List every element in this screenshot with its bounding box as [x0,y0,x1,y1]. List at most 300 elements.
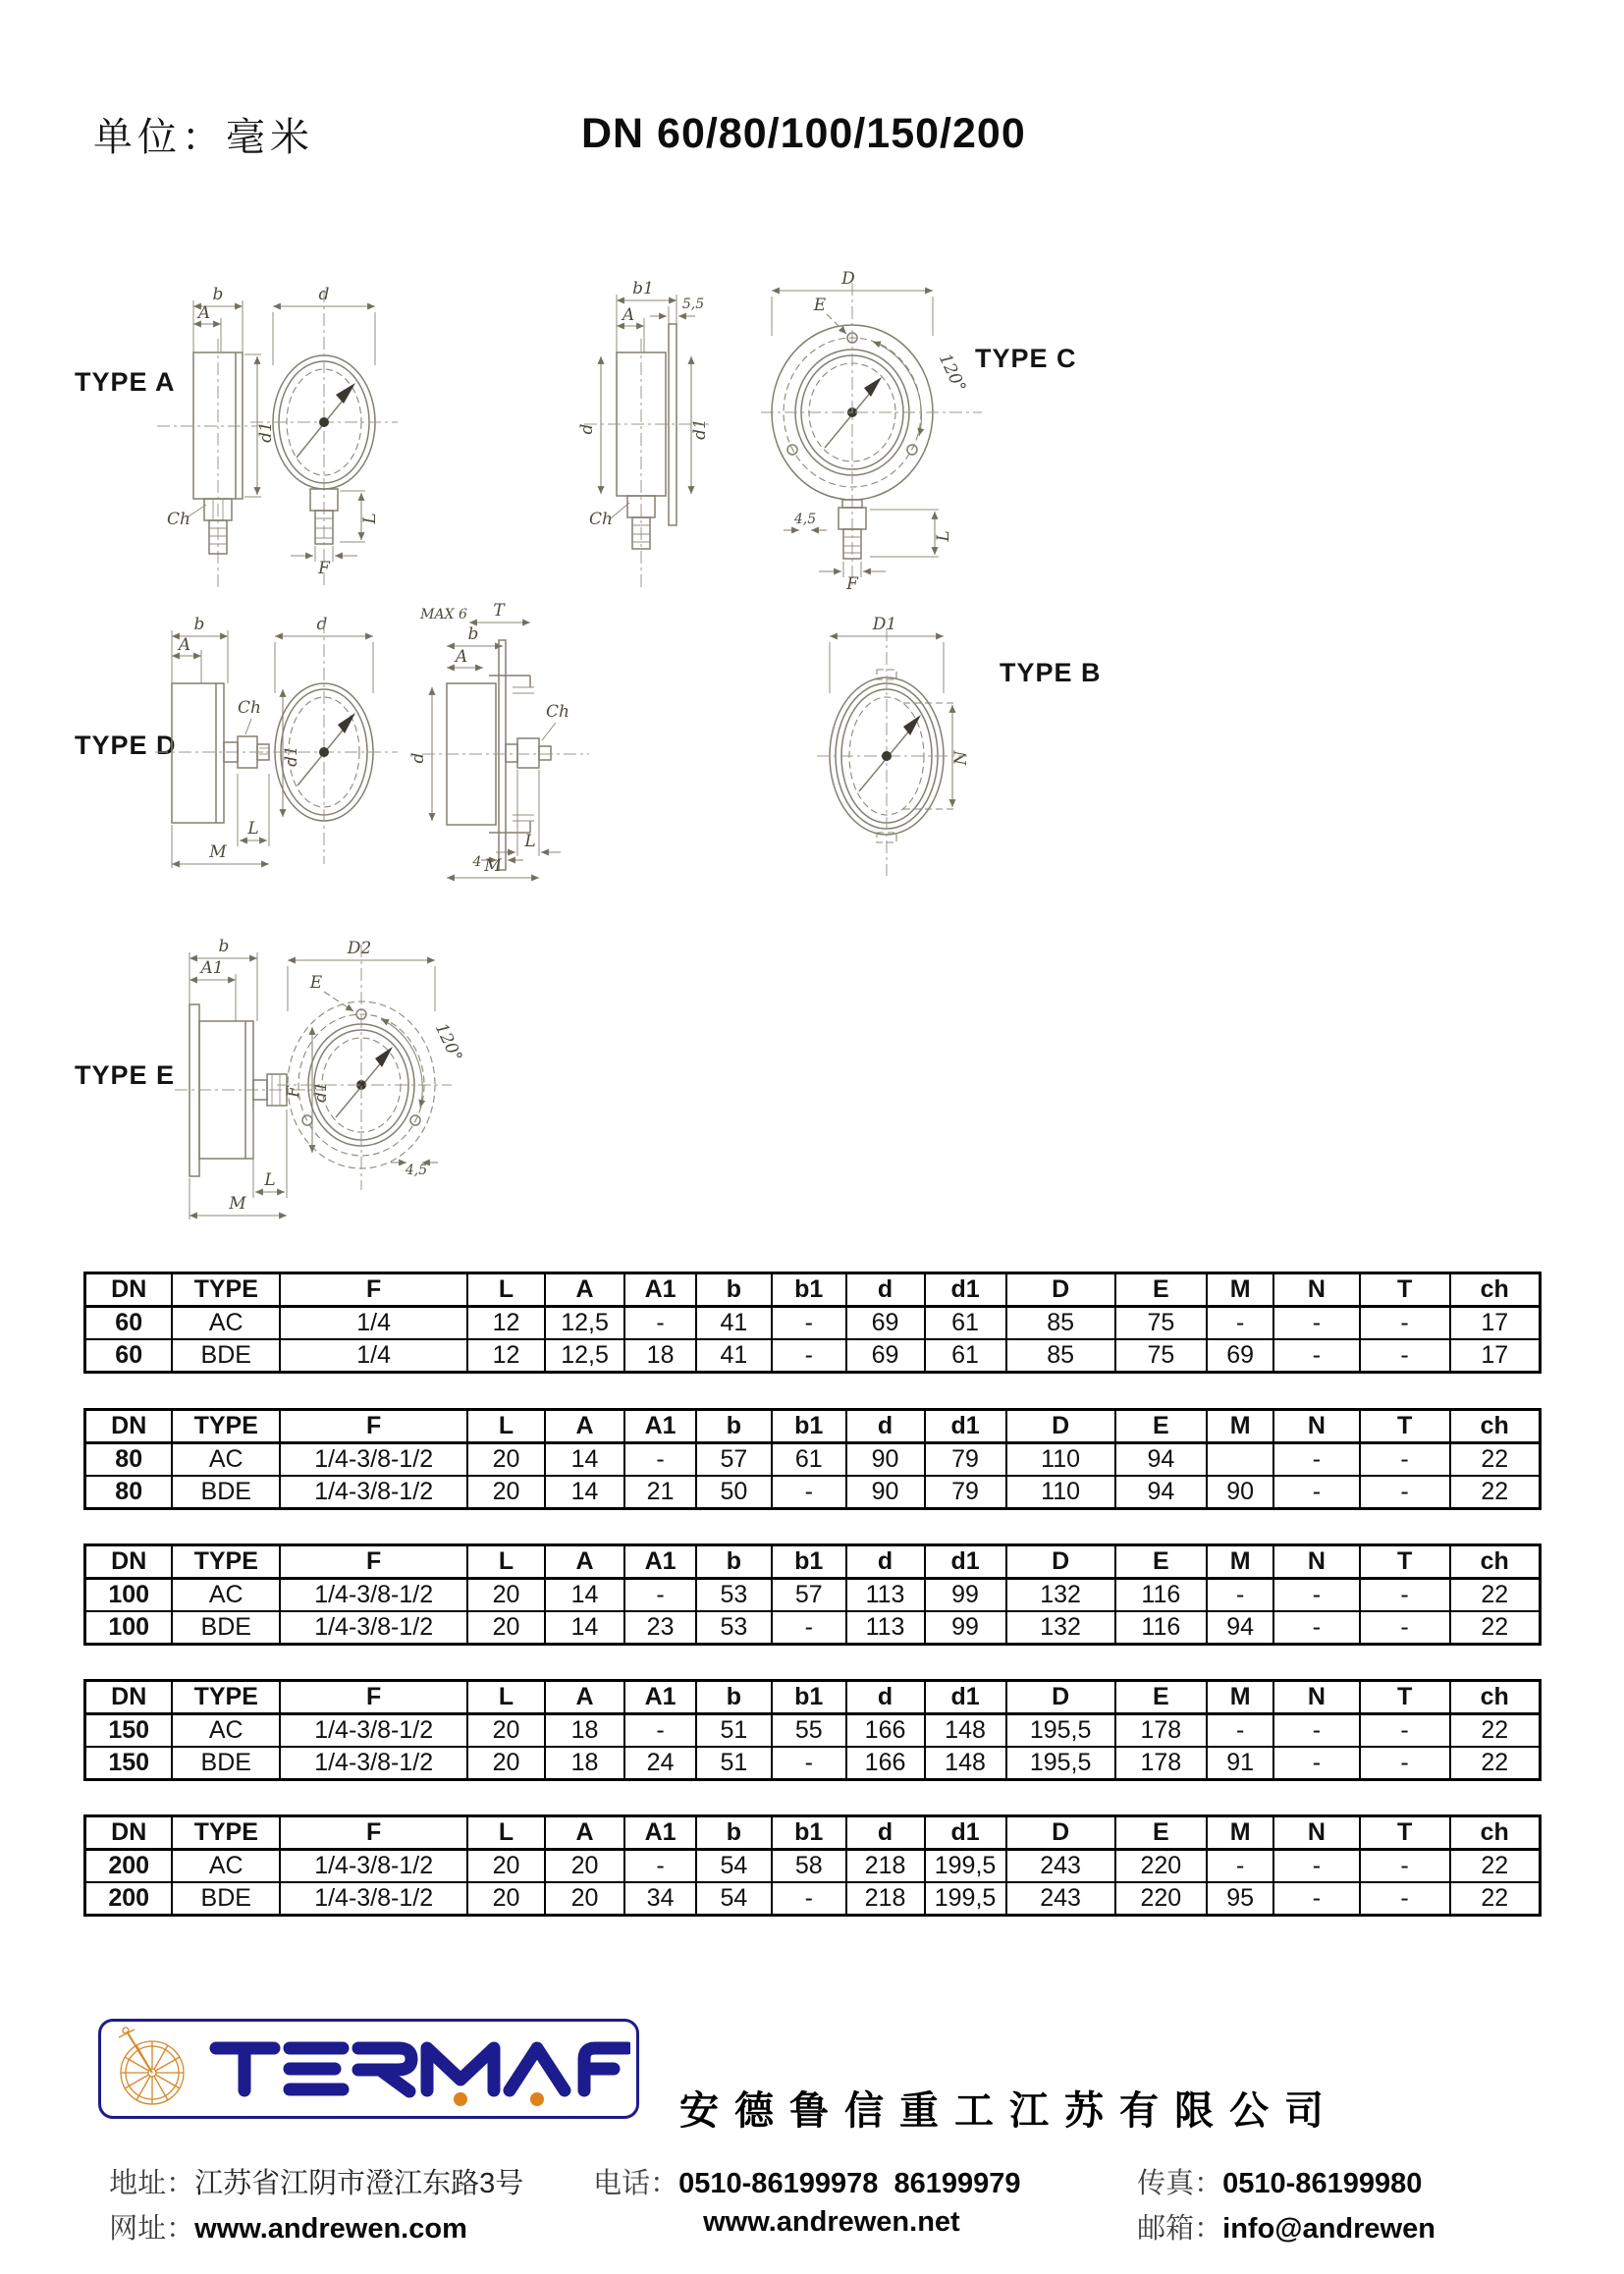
table-cell: 1/4-3/8-1/2 [280,1747,467,1780]
table-cell: - [772,1476,846,1509]
column-header: E [1115,1410,1207,1443]
dn80-dimension-table [83,1408,1542,1510]
table-row [85,1476,1541,1509]
table-cell: - [1207,1307,1273,1340]
column-header: D [1006,1410,1115,1443]
table-cell: 58 [772,1850,846,1883]
dim-label: 120° [430,1020,466,1065]
table-cell: - [1273,1579,1359,1612]
column-header: d1 [925,1681,1006,1714]
table-cell: 20 [545,1882,625,1916]
column-header: DN [85,1816,173,1850]
table-row [85,1307,1541,1340]
dim-label: Ch [546,702,569,722]
table-cell: - [1273,1339,1359,1373]
table-cell: 199,5 [925,1882,1006,1916]
dim-label: d [408,752,428,764]
dim-label: M [229,1194,246,1214]
table-cell: 1/4-3/8-1/2 [280,1882,467,1916]
table-cell: 1/4-3/8-1/2 [280,1476,467,1509]
table-cell: 116 [1115,1611,1207,1645]
gauge-fan-icon [119,2028,184,2104]
column-header: TYPE [172,1273,280,1307]
column-header: A [545,1545,625,1579]
table-cell: - [1360,1476,1450,1509]
dim-label: N [951,750,971,766]
table-cell: 53 [696,1579,772,1612]
table-cell: - [1273,1747,1359,1780]
table-cell: - [1360,1339,1450,1373]
table-cell: 178 [1115,1714,1207,1748]
address-value: 江苏省江阴市澄江东路3号 [194,2168,524,2199]
column-header: T [1360,1681,1450,1714]
dim-label: T [493,601,505,621]
column-header: d1 [925,1816,1006,1850]
table-cell: 113 [846,1611,925,1645]
phone-label: 电话： [593,2168,679,2199]
dim-label: 4,5 [405,1163,428,1178]
column-header: D [1006,1273,1115,1307]
table-cell: 90 [846,1443,925,1477]
column-header: M [1207,1816,1273,1850]
table-cell: 1/4 [280,1339,467,1373]
table-cell: BDE [172,1339,280,1373]
website-block [93,2174,467,2247]
column-header: b [696,1410,772,1443]
table-cell: 148 [925,1747,1006,1780]
table-header-row [85,1273,1541,1307]
table-cell: 20 [467,1579,545,1612]
dim-label: L [934,530,953,542]
table-cell: 166 [846,1714,925,1748]
dim-label: L [264,1170,276,1190]
dim-label: Ch [167,510,190,529]
dn80-table-wrapper [83,1408,1542,1510]
table-header-row [85,1410,1541,1443]
dim-label: b [193,615,205,634]
column-header: ch [1450,1410,1541,1443]
table-cell: AC [172,1579,280,1612]
table-cell: 20 [467,1443,545,1477]
website-label: 网址： [109,2213,195,2245]
table-cell: 18 [545,1747,625,1780]
table-cell: - [1273,1850,1359,1883]
column-header: d [846,1816,925,1850]
table-cell: 12,5 [545,1339,625,1373]
column-header: TYPE [172,1816,280,1850]
table-cell: 220 [1115,1850,1207,1883]
table-cell: 75 [1115,1339,1207,1373]
page-title: DN 60/80/100/150/200 [581,110,1026,157]
table-cell: 17 [1450,1307,1541,1340]
table-cell: 17 [1450,1339,1541,1373]
table-cell: - [1273,1476,1359,1509]
table-cell: - [1360,1611,1450,1645]
dim-label: d [577,423,597,435]
column-header: b [696,1545,772,1579]
email-label: 邮箱： [1137,2213,1223,2245]
column-header: d [846,1681,925,1714]
table-cell: AC [172,1850,280,1883]
table-cell: - [772,1611,846,1645]
table-header-row [85,1545,1541,1579]
dim-label: d [318,285,330,304]
table-cell: 60 [85,1307,173,1340]
column-header: d [846,1545,925,1579]
website-secondary[interactable]: www.andrewen.net [703,2206,960,2238]
dim-label: b1 [632,279,654,298]
table-cell: 116 [1115,1579,1207,1612]
table-cell: 132 [1006,1579,1115,1612]
table-cell: - [624,1714,696,1748]
column-header: E [1115,1545,1207,1579]
table-cell: 12,5 [545,1307,625,1340]
table-cell: 34 [624,1882,696,1916]
column-header: A [545,1273,625,1307]
column-header: ch [1450,1681,1541,1714]
table-cell: 18 [545,1714,625,1748]
table-cell: 12 [467,1339,545,1373]
table-cell: - [1273,1307,1359,1340]
table-cell: - [1273,1611,1359,1645]
table-cell: 69 [1207,1339,1273,1373]
table-cell: 18 [624,1339,696,1373]
table-cell: - [1360,1714,1450,1748]
column-header: L [467,1273,545,1307]
dn200-table-wrapper [83,1814,1542,1917]
table-cell: 61 [925,1307,1006,1340]
table-cell: - [1273,1882,1359,1916]
table-cell: - [1360,1747,1450,1780]
type-a-label: TYPE A [75,367,176,397]
dim-label: d1 [282,745,301,767]
dim-label: Ch [589,510,613,529]
table-row [85,1443,1541,1477]
table-cell: 195,5 [1006,1747,1115,1780]
dn100-dimension-table [83,1543,1542,1646]
column-header: D [1006,1816,1115,1850]
column-header: L [467,1816,545,1850]
column-header: F [280,1410,467,1443]
dim-label: A [455,647,468,667]
dim-label: MAX 6 [420,607,467,623]
type-d-front-view [250,615,398,864]
table-cell: 80 [85,1443,173,1477]
dim-label: L [247,819,259,839]
dn150-table-wrapper [83,1679,1542,1781]
type-b-front-view [817,615,971,876]
column-header: b1 [772,1545,846,1579]
table-row [85,1850,1541,1883]
table-cell: 99 [925,1611,1006,1645]
table-cell: 61 [925,1339,1006,1373]
column-header: ch [1450,1816,1541,1850]
table-cell: - [1207,1714,1273,1748]
unit-note: 单位：毫米 [93,115,314,160]
table-cell: 22 [1450,1476,1541,1509]
table-cell: - [772,1307,846,1340]
column-header: d [846,1273,925,1307]
table-cell: 20 [467,1611,545,1645]
column-header: TYPE [172,1681,280,1714]
column-header: d [846,1410,925,1443]
table-cell: 20 [467,1850,545,1883]
table-cell: - [624,1443,696,1477]
table-cell: 243 [1006,1850,1115,1883]
table-cell: 95 [1207,1882,1273,1916]
table-cell: 100 [85,1611,173,1645]
column-header: N [1273,1410,1359,1443]
dn200-dimension-table [83,1814,1542,1917]
table-cell: 1/4 [280,1307,467,1340]
table-cell: 12 [467,1307,545,1340]
table-cell: 1/4-3/8-1/2 [280,1714,467,1748]
column-header: A [545,1816,625,1850]
table-cell: 79 [925,1443,1006,1477]
table-cell: 14 [545,1579,625,1612]
table-cell: BDE [172,1882,280,1916]
column-header: N [1273,1681,1359,1714]
website-secondary-block [687,2174,960,2239]
column-header: DN [85,1410,173,1443]
dim-label: A1 [200,958,224,978]
table-cell: 60 [85,1339,173,1373]
column-header: T [1360,1273,1450,1307]
dim-label: b [467,624,479,644]
table-cell: BDE [172,1476,280,1509]
table-cell: 24 [624,1747,696,1780]
table-cell: 199,5 [925,1850,1006,1883]
table-row [85,1339,1541,1373]
table-cell: - [772,1339,846,1373]
table-cell: 22 [1450,1882,1541,1916]
table-cell: 220 [1115,1882,1207,1916]
column-header: ch [1450,1545,1541,1579]
column-header: A1 [624,1410,696,1443]
type-b-side-view [408,601,589,878]
table-cell: - [624,1307,696,1340]
dim-label: F [318,559,330,578]
dim-label: 4 [472,854,482,870]
column-header: b [696,1816,772,1850]
table-cell: 50 [696,1476,772,1509]
table-cell: 14 [545,1611,625,1645]
column-header: D [1006,1681,1115,1714]
dim-label: M [209,842,227,862]
type-e-front-view [277,939,465,1190]
table-row [85,1714,1541,1748]
table-cell: 57 [772,1579,846,1612]
table-cell: 22 [1450,1714,1541,1748]
table-cell: - [1360,1443,1450,1477]
table-header-row [85,1681,1541,1714]
table-cell: 51 [696,1714,772,1748]
table-cell: 1/4-3/8-1/2 [280,1611,467,1645]
table-cell: 200 [85,1850,173,1883]
table-cell: 69 [846,1339,925,1373]
table-cell: 195,5 [1006,1714,1115,1748]
column-header: L [467,1410,545,1443]
table-cell: 132 [1006,1611,1115,1645]
table-cell: - [624,1579,696,1612]
table-cell: 94 [1115,1476,1207,1509]
table-cell: - [772,1747,846,1780]
termaf-logo [98,2019,639,2119]
column-header: A1 [624,1681,696,1714]
column-header: DN [85,1681,173,1714]
table-cell: 79 [925,1476,1006,1509]
table-cell: 150 [85,1714,173,1748]
type-e-label: TYPE E [75,1060,176,1090]
table-cell: 22 [1450,1850,1541,1883]
table-cell: - [1360,1579,1450,1612]
column-header: TYPE [172,1545,280,1579]
table-row [85,1611,1541,1645]
table-cell: 166 [846,1747,925,1780]
table-cell: BDE [172,1611,280,1645]
type-a-side-view [157,285,276,587]
dim-label: L [524,832,536,851]
table-cell: 94 [1115,1443,1207,1477]
type-e-side-view [175,937,331,1219]
column-header: b1 [772,1273,846,1307]
table-cell: - [1273,1443,1359,1477]
table-cell: - [1360,1882,1450,1916]
table-header-row [85,1816,1541,1850]
table-cell: 53 [696,1611,772,1645]
column-header: N [1273,1545,1359,1579]
type-c-side-view [577,279,710,587]
table-cell: 69 [846,1307,925,1340]
table-cell: 1/4-3/8-1/2 [280,1579,467,1612]
column-header: T [1360,1545,1450,1579]
table-cell: 148 [925,1714,1006,1748]
dim-label: d [316,615,328,634]
phone-value: 0510-86199978 86199979 [678,2168,1021,2199]
dim-label: F [284,1086,303,1098]
table-cell: 22 [1450,1747,1541,1780]
column-header: A1 [624,1273,696,1307]
table-cell: 85 [1006,1307,1115,1340]
table-cell: - [1273,1714,1359,1748]
table-cell: 91 [1207,1747,1273,1780]
column-header: T [1360,1816,1450,1850]
dim-label: b [212,285,224,304]
company-name: 安德鲁信重工江苏有限公司 [679,2089,1339,2133]
table-cell: 110 [1006,1443,1115,1477]
website-primary[interactable]: www.andrewen.com [194,2213,467,2245]
table-cell: AC [172,1714,280,1748]
table-cell: 99 [925,1579,1006,1612]
table-cell: 110 [1006,1476,1115,1509]
table-cell: 218 [846,1882,925,1916]
table-cell: - [1360,1307,1450,1340]
column-header: E [1115,1273,1207,1307]
table-cell: 22 [1450,1611,1541,1645]
table-cell [1207,1443,1273,1477]
column-header: F [280,1273,467,1307]
column-header: DN [85,1545,173,1579]
table-cell: 20 [467,1747,545,1780]
table-cell: 51 [696,1747,772,1780]
dn60-dimension-table [83,1272,1542,1374]
dn150-dimension-table [83,1679,1542,1781]
column-header: d1 [925,1273,1006,1307]
column-header: M [1207,1545,1273,1579]
table-cell: 113 [846,1579,925,1612]
table-cell: - [772,1882,846,1916]
dn60-table-wrapper [83,1272,1542,1374]
type-d-label: TYPE D [75,731,177,760]
email-block [1121,2174,1435,2247]
dim-label: D [841,269,855,289]
column-header: M [1207,1681,1273,1714]
table-cell: 57 [696,1443,772,1477]
table-cell: 243 [1006,1882,1115,1916]
table-cell: 85 [1006,1339,1115,1373]
column-header: A1 [624,1816,696,1850]
table-cell: 61 [772,1443,846,1477]
table-cell: AC [172,1307,280,1340]
address-label: 地址： [109,2168,195,2199]
table-cell: 200 [85,1882,173,1916]
table-cell: 90 [1207,1476,1273,1509]
column-header: b [696,1273,772,1307]
table-cell: 100 [85,1579,173,1612]
table-cell: 14 [545,1443,625,1477]
table-cell: 1/4-3/8-1/2 [280,1850,467,1883]
dim-label: L [360,513,380,524]
column-header: D [1006,1545,1115,1579]
dim-label: A [197,303,211,323]
table-row [85,1579,1541,1612]
dim-label: 5,5 [681,297,705,312]
column-header: TYPE [172,1410,280,1443]
table-cell: 41 [696,1339,772,1373]
table-cell: - [1207,1579,1273,1612]
dim-label: D1 [872,615,897,634]
table-cell: 150 [85,1747,173,1780]
table-cell: 20 [467,1882,545,1916]
fax-label: 传真： [1137,2168,1223,2199]
table-cell: 22 [1450,1443,1541,1477]
table-cell: 90 [846,1476,925,1509]
table-cell: - [1360,1850,1450,1883]
column-header: DN [85,1273,173,1307]
column-header: d1 [925,1545,1006,1579]
column-header: A [545,1681,625,1714]
table-cell: - [1207,1850,1273,1883]
column-header: E [1115,1816,1207,1850]
dim-label: F [846,574,858,594]
table-cell: 23 [624,1611,696,1645]
column-header: b1 [772,1816,846,1850]
email-value[interactable]: info@andrewen [1222,2213,1435,2245]
table-row [85,1747,1541,1780]
type-c-label: TYPE C [975,344,1077,373]
column-header: b1 [772,1681,846,1714]
table-cell: 218 [846,1850,925,1883]
column-header: N [1273,1816,1359,1850]
dim-label: d1 [311,1081,331,1103]
table-cell: - [624,1850,696,1883]
table-cell: 22 [1450,1579,1541,1612]
table-cell: 20 [545,1850,625,1883]
column-header: L [467,1545,545,1579]
table-cell: 54 [696,1882,772,1916]
column-header: F [280,1545,467,1579]
table-cell: AC [172,1443,280,1477]
